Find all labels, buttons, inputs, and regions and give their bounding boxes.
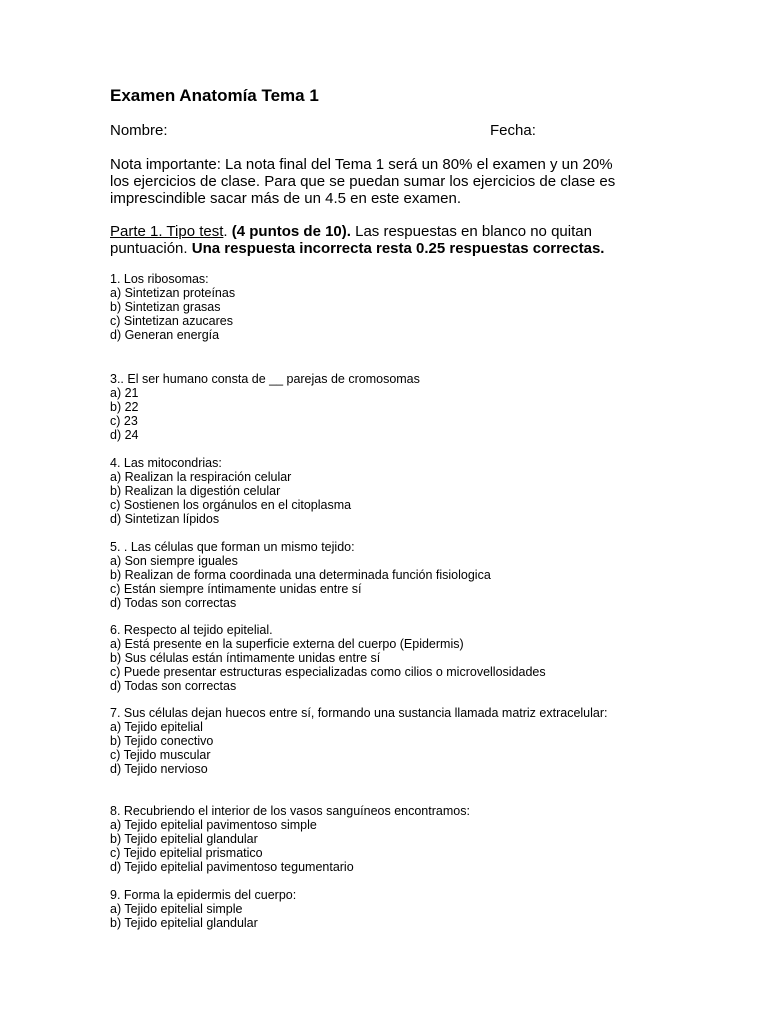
answer-option: c) Tejido epitelial prismatico — [110, 846, 263, 860]
answer-option: d) Sintetizan lípidos — [110, 512, 220, 526]
note-line: Nota importante: La nota final del Tema 1 será un 80% el examen y un 20% — [110, 156, 613, 173]
part-1-line-2 — [110, 240, 670, 257]
answer-option: c) Sintetizan azucares — [110, 314, 233, 328]
part-1-line-1 — [110, 223, 670, 240]
answer-option: b) Sintetizan grasas — [110, 300, 221, 314]
answer-option: a) Realizan la respiración celular — [110, 470, 292, 484]
part-1-text-2: puntuación. — [110, 240, 192, 257]
question-text: 7. Sus células dejan huecos entre sí, formando una sustancia llamada matriz extracelular: — [110, 706, 608, 720]
part-1-text: Las respuestas en blanco no quitan — [350, 223, 592, 240]
answer-option: a) Tejido epitelial simple — [110, 902, 243, 916]
answer-option: b) Sus células están íntimamente unidas entre sí — [110, 651, 381, 665]
question-text: 5. . Las células que forman un mismo tejido: — [110, 540, 355, 554]
answer-option: c) 23 — [110, 414, 138, 428]
answer-option: a) Está presente en la superficie externa del cuerpo (Epidermis) — [110, 637, 464, 651]
answer-option: d) Tejido nervioso — [110, 762, 208, 776]
answer-option: a) Tejido epitelial — [110, 720, 203, 734]
note-line: los ejercicios de clase. Para que se puedan sumar los ejercicios de clase es — [110, 173, 616, 190]
question-text: 6. Respecto al tejido epitelial. — [110, 623, 273, 637]
answer-option: d) 24 — [110, 428, 139, 442]
answer-option: d) Tejido epitelial pavimentoso tegumentario — [110, 860, 354, 874]
answer-option: b) Realizan de forma coordinada una determinada función fisiologica — [110, 568, 491, 582]
answer-option: c) Tejido muscular — [110, 748, 211, 762]
answer-option: b) Tejido epitelial glandular — [110, 832, 258, 846]
question-block — [110, 540, 491, 610]
question-block — [110, 372, 420, 442]
part-1-penalty: Una respuesta incorrecta resta 0.25 respuestas correctas. — [191, 240, 605, 257]
answer-option: b) Tejido conectivo — [110, 734, 214, 748]
answer-option: a) Son siempre iguales — [110, 554, 238, 568]
question-block — [110, 706, 608, 776]
answer-option: d) Generan energía — [110, 328, 220, 342]
answer-option: c) Están siempre íntimamente unidas entre sí — [110, 582, 362, 596]
answer-option: c) Puede presentar estructuras especializadas como cilios o microvellosidades — [110, 665, 546, 679]
important-note — [110, 156, 670, 207]
fecha-label: Fecha: — [490, 122, 536, 139]
question-text: 9. Forma la epidermis del cuerpo: — [110, 888, 297, 902]
question-block — [110, 888, 296, 930]
question-text: 1. Los ribosomas: — [110, 272, 209, 286]
question-block — [110, 272, 235, 342]
answer-option: a) 21 — [110, 386, 139, 400]
answer-option: d) Todas son correctas — [110, 596, 237, 610]
part-1-heading: Parte 1. Tipo test — [110, 223, 224, 240]
part-1-dot: . — [223, 223, 232, 240]
question-text: 3.. El ser humano consta de __ parejas de cromosomas — [110, 372, 420, 386]
question-block — [110, 804, 470, 874]
question-text: 8. Recubriendo el interior de los vasos sanguíneos encontramos: — [110, 804, 470, 818]
nombre-label: Nombre: — [110, 122, 168, 139]
answer-option: b) Tejido epitelial glandular — [110, 916, 258, 930]
answer-option: b) Realizan la digestión celular — [110, 484, 281, 498]
answer-option: b) 22 — [110, 400, 139, 414]
answer-option: c) Sostienen los orgánulos en el citoplasma — [110, 498, 352, 512]
answer-option: a) Sintetizan proteínas — [110, 286, 236, 300]
question-text: 4. Las mitocondrias: — [110, 456, 222, 470]
answer-option: a) Tejido epitelial pavimentoso simple — [110, 818, 317, 832]
exam-title: Examen Anatomía Tema 1 — [110, 86, 319, 105]
part-1-instructions — [110, 223, 670, 257]
part-1-points: (4 puntos de 10). — [231, 223, 351, 240]
note-line: imprescindible sacar más de un 4.5 en este examen. — [110, 190, 462, 207]
answer-option: d) Todas son correctas — [110, 679, 237, 693]
question-block — [110, 456, 351, 526]
question-block — [110, 623, 546, 693]
